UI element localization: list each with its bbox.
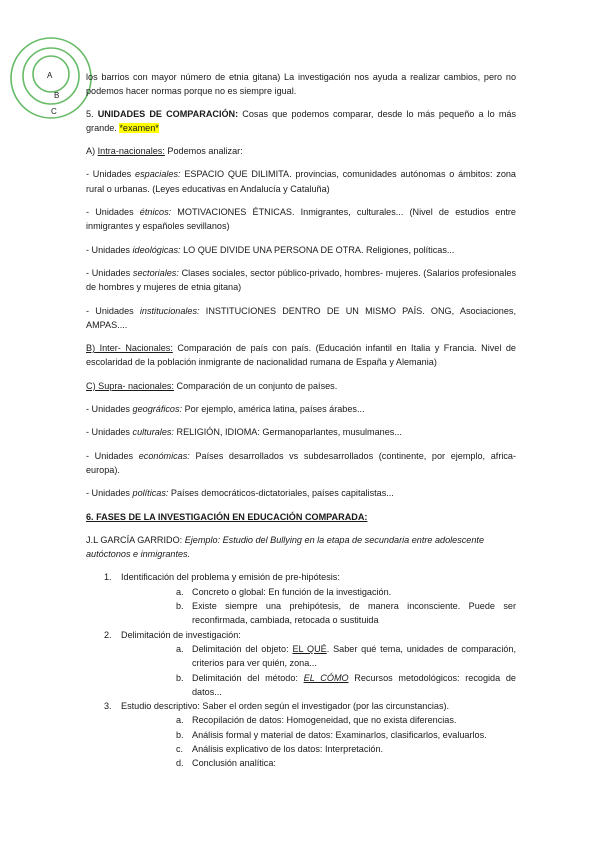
unit-type: políticas: [132, 488, 169, 499]
inter-title: Inter- Nacionales: [95, 343, 173, 354]
inter-text: Comparación de país con país. (Educación infantil en Italia y Francia. Nivel de escolaridad de la población inmigrante de nacionalidad rumana de España y Alemania) [86, 343, 516, 368]
unit-prefix: - Unidades [86, 450, 139, 461]
unit-text: Por ejemplo, américa latina, países árabes... [182, 404, 365, 415]
intra-unit-espaciales [86, 167, 516, 196]
section-5-text: Cosas que podemos comparar, desde lo más pequeño a lo más grande. [86, 108, 516, 133]
intra-letter: A) [86, 146, 96, 157]
phase-item [86, 699, 516, 770]
unit-text: Países democráticos-dictatoriales, países capitalistas... [168, 488, 394, 499]
example-text: Ejemplo: Estudio del Bullying en la etapa de secundaria entre adolescente autóctonos e inmigrantes. [86, 534, 484, 560]
phase-sublist [121, 713, 516, 770]
document-body [86, 70, 516, 771]
unit-text: LO QUE DIVIDE UNA PERSONA DE OTRA. Religiones, políticas... [180, 244, 455, 255]
phases-list [86, 570, 516, 770]
label-b: B [54, 91, 60, 100]
intra-text: Podemos analizar: [164, 146, 243, 157]
supra-unit-geograficos [86, 402, 516, 416]
label-c: C [51, 107, 57, 116]
unit-type: geográficos: [132, 404, 183, 415]
supra-unit-politicas [86, 486, 516, 500]
subitem-letter: a. [176, 586, 184, 597]
unit-type: institucionales: [139, 305, 200, 316]
phase-subitem [121, 585, 516, 599]
unit-type: étnicos: [139, 207, 172, 218]
section-5-number: 5. [86, 108, 94, 119]
supra-unit-economicas [86, 449, 516, 478]
unit-prefix: - Unidades [86, 488, 133, 499]
subitem-text: . Saber qué tema, unidades de comparación, criterios para ver quién, zona... [192, 643, 516, 669]
unit-text: MOTIVACIONES ÉTNICAS. Inmigrantes, culturales... (Nivel de estudios entre inmigrantes y españoles sevillanos) [86, 207, 516, 232]
phase-subitem [121, 671, 516, 700]
unit-text: Clases sociales, sector público-privado, hombres- mujeres. (Salarios profesionales de hombres y mujeres de etnia gitana) [86, 267, 516, 293]
intro-paragraph: los barrios con mayor número de etnia gitana) La investigación nos ayuda a realizar cambios, pero no podemos hacer normas porque no es siempre igual. [86, 72, 516, 97]
section-5-heading: UNIDADES DE COMPARACIÓN: [97, 108, 239, 119]
phase-subitem [121, 642, 516, 671]
intra-unit-institucionales [86, 304, 516, 333]
subitem-text: Análisis explicativo de los datos: Interpretación. [192, 743, 384, 754]
unit-prefix: - Unidades [86, 404, 133, 415]
subitem-text: Existe siempre una prehipótesis, de manera inconsciente. Puede ser reconfirmada, cambiada, retocada o sustituida [192, 601, 516, 626]
author-name: J.L GARCÍA GARRIDO: [86, 534, 183, 545]
intra-unit-ideologicas [86, 243, 516, 257]
phase-sublist [121, 642, 516, 699]
label-a: A [47, 71, 53, 80]
intra-title: Intra-nacionales: [97, 146, 165, 157]
subitem-text: Análisis formal y material de datos: Examinarlos, clasificarlos, evaluarlos. [192, 729, 487, 740]
unit-type: culturales: [132, 427, 174, 438]
subitem-text: Delimitación del objeto: [192, 643, 293, 654]
unit-text: RELIGIÓN, IDIOMA: Germanoparlantes, musulmanes... [173, 427, 402, 438]
unit-type: económicas: [138, 450, 190, 461]
phase-number: 2. [104, 629, 112, 640]
phase-text: Identificación del problema y emisión de pre-hipótesis: [121, 572, 340, 583]
subitem-letter: b. [176, 672, 184, 683]
intra-heading [86, 144, 516, 158]
intra-unit-sectoriales [86, 266, 516, 295]
phase-text: Delimitación de investigación: [121, 629, 241, 640]
phase-sublist [121, 585, 516, 628]
subitem-text: Conclusión analítica: [192, 758, 276, 769]
phase-text: Estudio descriptivo: Saber el orden según el investigador (por las circunstancias). [121, 701, 450, 712]
inter-paragraph [86, 341, 516, 370]
subitem-text: Recursos metodológicos: recogida de datos... [192, 672, 516, 697]
subitem-letter: c. [176, 743, 184, 754]
supra-title: Supra- nacionales: [95, 380, 174, 391]
phase-item [86, 628, 516, 699]
subitem-letter: a. [176, 643, 184, 654]
supra-unit-culturales [86, 425, 516, 439]
section-6-intro [86, 533, 516, 562]
supra-heading [86, 379, 516, 393]
phase-number: 3. [104, 701, 112, 712]
unit-text: INSTITUCIONES DENTRO DE UN MISMO PAÍS. ONG, Asociaciones, AMPAS.... [86, 305, 516, 330]
subitem-letter: d. [176, 758, 184, 769]
supra-letter: C) [86, 380, 96, 391]
unit-prefix: - Unidades [86, 244, 133, 255]
subitem-letter: a. [176, 715, 184, 726]
unit-type: sectoriales: [132, 267, 179, 278]
subitem-letter: b. [176, 729, 184, 740]
subitem-text: EL CÓMO [303, 672, 349, 683]
subitem-text: Delimitación del método: [192, 672, 304, 683]
subitem-text: EL QUÉ [292, 643, 327, 654]
subitem-text: Concreto o global: En función de la investigación. [192, 586, 392, 597]
phase-subitem [121, 713, 516, 727]
unit-text: Países desarrollados vs subdesarrollados (continente, por ejemplo, africa- europa). [86, 450, 516, 475]
unit-type: ideológicas: [132, 244, 181, 255]
phase-subitem [121, 728, 516, 742]
unit-prefix: - Unidades [86, 305, 140, 316]
unit-type: espaciales: [135, 169, 181, 180]
phase-subitem [121, 599, 516, 628]
phase-subitem [121, 756, 516, 770]
phase-subitem [121, 742, 516, 756]
subitem-text: Recopilación de datos: Homogeneidad, que no exista diferencias. [192, 715, 457, 726]
section-6-heading: 6. FASES DE LA INVESTIGACIÓN EN EDUCACIÓN COMPARADA: [86, 511, 368, 522]
unit-text: ESPACIO QUE DILIMITA. provincias, comunidades autónomas o ámbitos: zona rural o urbanas. (Leyes educativas en Andalucía y Cataluña) [86, 169, 516, 194]
unit-prefix: - Unidades [86, 427, 133, 438]
phase-item [86, 570, 516, 627]
unit-prefix: - Unidades [86, 169, 136, 180]
section-5-paragraph [86, 107, 516, 136]
phase-number: 1. [104, 572, 112, 583]
intra-unit-etnicos [86, 205, 516, 234]
subitem-letter: b. [176, 601, 184, 612]
exam-highlight: *examen* [119, 122, 159, 133]
unit-prefix: - Unidades [86, 267, 133, 278]
inter-letter: B) [86, 343, 96, 354]
unit-prefix: - Unidades [86, 207, 140, 218]
supra-text: Comparación de un conjunto de países. [173, 380, 338, 391]
concentric-circles-diagram [6, 36, 96, 126]
